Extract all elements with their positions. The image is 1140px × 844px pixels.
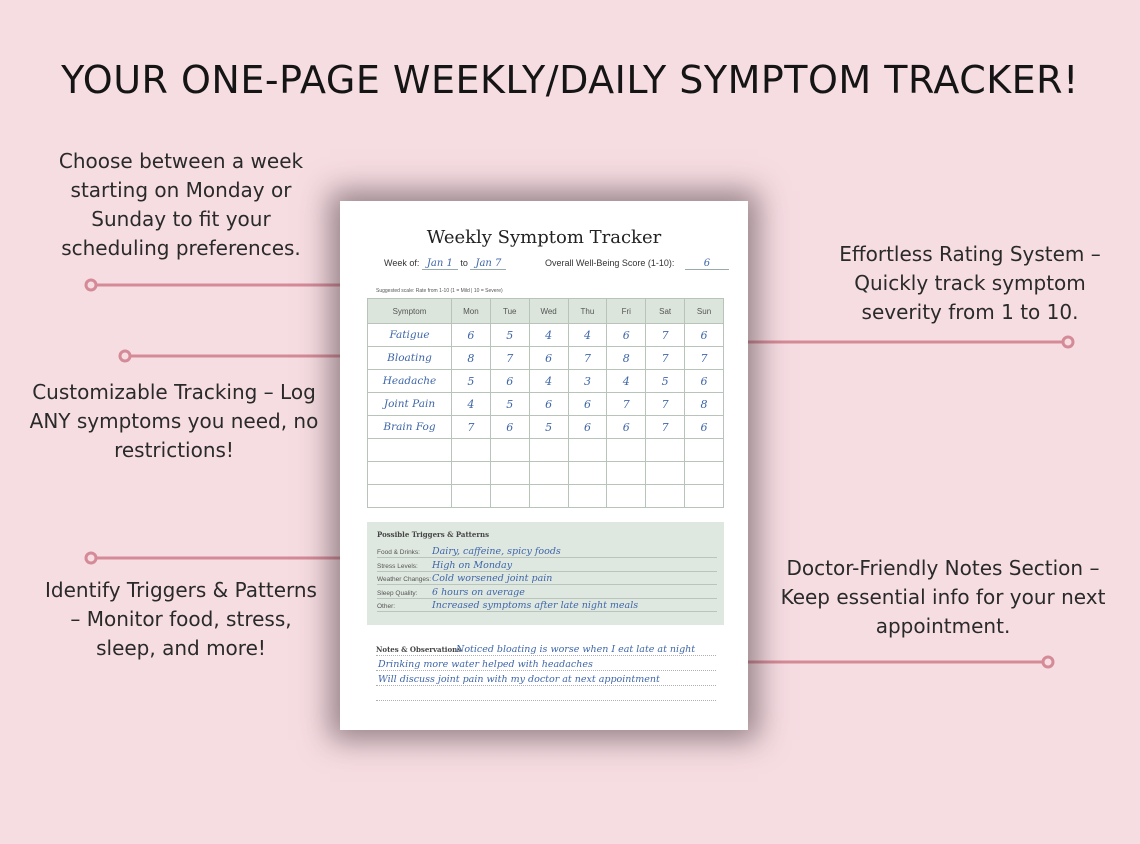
arrow-dot-triggers — [86, 553, 96, 563]
trigger-value: Cold worsened joint pain — [432, 573, 553, 584]
table-row — [368, 324, 724, 347]
rating-cell: 6 — [490, 370, 529, 393]
symptom-table — [367, 298, 724, 508]
rating-cell: 7 — [646, 324, 685, 347]
week-from-value: Jan 1 — [422, 258, 458, 270]
rating-cell — [685, 462, 724, 485]
table-row — [368, 462, 724, 485]
table-row — [368, 393, 724, 416]
rating-cell: 5 — [646, 370, 685, 393]
week-of-row — [384, 258, 506, 270]
rating-cell — [490, 485, 529, 508]
callout-rating-system: Effortless Rating System – Quickly track symptom severity from 1 to 10. — [839, 242, 1101, 324]
arrow-dot-notes — [1043, 657, 1053, 667]
rating-cell: 8 — [685, 393, 724, 416]
notes-line — [376, 656, 716, 671]
symptom-name-cell: Brain Fog — [368, 416, 452, 439]
rating-cell — [607, 439, 646, 462]
rating-cell: 5 — [490, 393, 529, 416]
trigger-value: 6 hours on average — [432, 586, 525, 598]
rating-cell — [646, 439, 685, 462]
note-text: Noticed bloating is worse when I eat late at night — [456, 644, 696, 655]
callout-triggers: Identify Triggers & Patterns – Monitor food, stress, sleep, and more! — [45, 578, 317, 660]
arrow-dot-rating — [1063, 337, 1073, 347]
symptom-name-cell: Headache — [368, 370, 452, 393]
notes-line — [376, 641, 716, 656]
rating-cell: 4 — [529, 370, 568, 393]
rating-cell — [529, 439, 568, 462]
rating-cell — [607, 462, 646, 485]
table-row — [368, 370, 724, 393]
triggers-title: Possible Triggers & Patterns — [377, 530, 490, 539]
rating-cell — [607, 485, 646, 508]
rating-cell — [685, 439, 724, 462]
rating-cell: 7 — [646, 347, 685, 370]
notes-section — [376, 641, 716, 701]
trigger-label: Stress Levels: — [377, 562, 418, 570]
symptom-name-cell — [368, 462, 452, 485]
trigger-label: Food & Drinks: — [377, 549, 420, 556]
trigger-value: Dairy, caffeine, spicy foods — [432, 546, 561, 557]
rating-cell — [490, 439, 529, 462]
trigger-label: Sleep Quality: — [377, 589, 418, 597]
trigger-row — [377, 585, 717, 599]
rating-cell: 5 — [529, 416, 568, 439]
rating-cell: 6 — [685, 370, 724, 393]
rating-cell — [568, 462, 607, 485]
rating-cell: 5 — [452, 370, 491, 393]
symptom-name-cell: Bloating — [368, 347, 452, 370]
column-header: Fri — [607, 299, 646, 324]
rating-cell — [529, 462, 568, 485]
rating-cell: 4 — [568, 324, 607, 347]
rating-cell: 6 — [452, 324, 491, 347]
callout-customizable-tracking: Customizable Tracking – Log ANY symptoms you need, no restrictions! — [29, 380, 319, 462]
rating-cell: 6 — [568, 416, 607, 439]
rating-cell: 7 — [685, 347, 724, 370]
symptom-table-header — [368, 299, 724, 324]
wellbeing-label: Overall Well-Being Score (1-10): — [545, 258, 675, 268]
week-to-value: Jan 7 — [470, 258, 506, 270]
symptom-name-cell — [368, 485, 452, 508]
rating-cell: 7 — [646, 393, 685, 416]
arrow-dot-tracking — [120, 351, 130, 361]
wellbeing-row — [545, 258, 729, 270]
rating-cell — [452, 462, 491, 485]
table-row — [368, 347, 724, 370]
symptom-name-cell: Joint Pain — [368, 393, 452, 416]
rating-cell: 6 — [685, 416, 724, 439]
scale-note: Suggested scale: Rate from 1-10 (1 = Mild | 10 = Severe) — [376, 288, 503, 294]
callout-notes-section: Doctor-Friendly Notes Section – Keep essential info for your next appointment. — [780, 556, 1106, 638]
wellbeing-value: 6 — [685, 258, 729, 270]
rating-cell: 6 — [490, 416, 529, 439]
headline: YOUR ONE-PAGE WEEKLY/DAILY SYMPTOM TRACKER! — [61, 58, 1079, 102]
tracker-document — [340, 201, 748, 730]
arrow-dot-week-start — [86, 280, 96, 290]
rating-cell: 4 — [607, 370, 646, 393]
rating-cell: 6 — [607, 324, 646, 347]
column-header: Mon — [452, 299, 491, 324]
rating-cell: 5 — [490, 324, 529, 347]
rating-cell — [568, 439, 607, 462]
trigger-label: Weather Changes: — [377, 576, 432, 583]
rating-cell — [452, 485, 491, 508]
rating-cell: 6 — [529, 393, 568, 416]
rating-cell: 3 — [568, 370, 607, 393]
trigger-row — [377, 571, 717, 585]
column-header: Thu — [568, 299, 607, 324]
column-header: Wed — [529, 299, 568, 324]
column-header: Symptom — [368, 299, 452, 324]
trigger-row — [377, 558, 717, 572]
rating-cell: 8 — [452, 347, 491, 370]
note-text: Will discuss joint pain with my doctor at next appointment — [378, 674, 660, 685]
trigger-row — [377, 598, 717, 612]
trigger-value: High on Monday — [432, 559, 513, 571]
symptom-name-cell: Fatigue — [368, 324, 452, 347]
trigger-value: Increased symptoms after late night meals — [432, 600, 639, 611]
notes-title: Notes & Observations — [376, 645, 462, 654]
rating-cell: 6 — [568, 393, 607, 416]
rating-cell: 7 — [568, 347, 607, 370]
column-header: Tue — [490, 299, 529, 324]
trigger-label: Other: — [377, 603, 396, 610]
triggers-section — [367, 522, 724, 625]
week-of-label: Week of: — [384, 258, 420, 268]
notes-line — [376, 671, 716, 686]
column-header: Sun — [685, 299, 724, 324]
trigger-row — [377, 544, 717, 558]
rating-cell — [529, 485, 568, 508]
rating-cell: 7 — [490, 347, 529, 370]
rating-cell: 8 — [607, 347, 646, 370]
rating-cell: 4 — [452, 393, 491, 416]
rating-cell: 6 — [685, 324, 724, 347]
rating-cell: 7 — [607, 393, 646, 416]
rating-cell: 7 — [452, 416, 491, 439]
tracker-title: Weekly Symptom Tracker — [426, 227, 662, 248]
rating-cell: 6 — [529, 347, 568, 370]
rating-cell — [646, 485, 685, 508]
rating-cell — [490, 462, 529, 485]
rating-cell — [646, 462, 685, 485]
table-row — [368, 439, 724, 462]
symptom-name-cell — [368, 439, 452, 462]
callout-week-start: Choose between a week starting on Monday or Sunday to fit your scheduling preferences. — [58, 149, 304, 260]
table-row — [368, 485, 724, 508]
rating-cell — [568, 485, 607, 508]
rating-cell: 7 — [646, 416, 685, 439]
rating-cell: 4 — [529, 324, 568, 347]
rating-cell — [452, 439, 491, 462]
column-header: Sat — [646, 299, 685, 324]
note-text: Drinking more water helped with headaches — [378, 659, 593, 670]
rating-cell: 6 — [607, 416, 646, 439]
to-label: to — [460, 258, 468, 268]
rating-cell — [685, 485, 724, 508]
table-row — [368, 416, 724, 439]
notes-line — [376, 686, 716, 701]
